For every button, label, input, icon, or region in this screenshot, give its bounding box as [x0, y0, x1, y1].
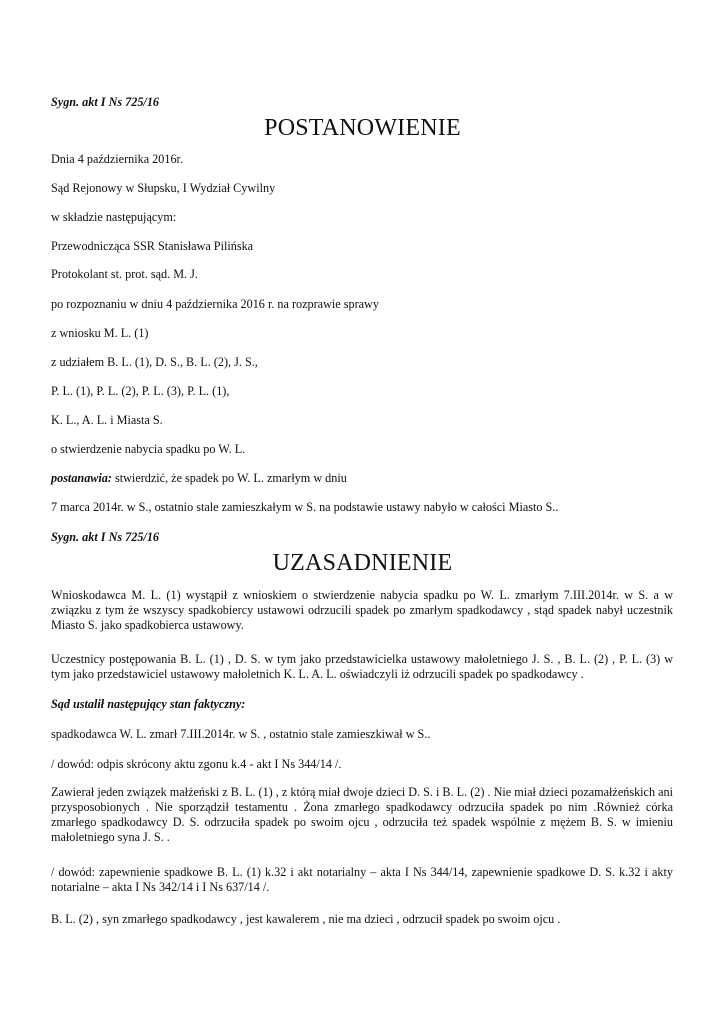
ruling-label: postanawia:: [51, 471, 112, 485]
evidence-paragraph-2: / dowód: zapewnienie spadkowe B. L. (1) k.32 i akt notarialny – akta I Ns 344/14, zapewnienie spadkowe D. S. k.32 i akty notarialne – akta I Ns 342/14 i I Ns 637/14 /.: [51, 865, 673, 894]
justification-paragraph-5: Zawierał jeden związek małżeński z B. L. (1) , z którą miał dwoje dzieci D. S. i B. L. (2) . Nie miał dzieci pozamałżeńskich ani przysposobionych . Nie sporządził testamentu . Żona zmarłego spadkodawcy odrzuciła spadek po nim .Również córka zmarłego spadkodawcy D. S. odrzuciła spadek po swoim ojcu , odrzuciła też spadek wspólnie z mężem B. S. w imieniu małoletniego syna J. S. .: [51, 785, 673, 844]
evidence-paragraph-1: / dowód: odpis skrócony aktu zgonu k.4 - akt I Ns 344/14 /.: [51, 757, 342, 771]
court-clerk-line: Protokolant st. prot. sąd. M. J.: [51, 267, 198, 281]
participants-line-2: P. L. (1), P. L. (2), P. L. (3), P. L. (1),: [51, 384, 230, 398]
hearing-line: po rozpoznaniu w dniu 4 października 2016 r. na rozprawie sprawy: [51, 297, 379, 311]
justification-paragraph-1: Wnioskodawca M. L. (1) wystąpił z wnioskiem o stwierdzenie nabycia spadku po W. L. zmarłym 7.III.2014r. w S. a w związku z tym że wszyscy spadkobiercy ustawowi odrzucili spadek po zmarłym spadkodawcy , stąd spadek nabył uczestnik Miasto S. jako spadkobierca ustawowy.: [51, 588, 673, 632]
title-postanowienie: POSTANOWIENIE: [264, 115, 461, 141]
facts-heading: Sąd ustalił następujący stan faktyczny:: [51, 697, 246, 711]
court-line: Sąd Rejonowy w Słupsku, I Wydział Cywilny: [51, 181, 276, 195]
title-uzasadnienie: UZASADNIENIE: [272, 550, 453, 576]
ruling-text: stwierdzić, że spadek po W. L. zmarłym w dniu: [111, 471, 347, 485]
ruling-line: [51, 471, 347, 486]
justification-paragraph-3: spadkodawca W. L. zmarł 7.III.2014r. w S. , ostatnio stale zamieszkiwał w S..: [51, 727, 431, 741]
justification-paragraph-7: B. L. (2) , syn zmarłego spadkodawcy , jest kawalerem , nie ma dzieci , odrzucił spadek po swoim ojcu .: [51, 912, 561, 926]
applicant-line: z wniosku M. L. (1): [51, 326, 149, 340]
justification-paragraph-2: Uczestnicy postępowania B. L. (1) , D. S. w tym jako przedstawicielka ustawowy małoletniego J. S. , B. L. (2) , P. L. (3) w tym jako przedstawiciel ustawowy małoletnich K. L. A. L. oświadczyli iż odrzucili spadek po spadkodawcy .: [51, 652, 673, 681]
composition-line: w składzie następującym:: [51, 210, 177, 224]
subject-line: o stwierdzenie nabycia spadku po W. L.: [51, 442, 246, 456]
participants-line-1: z udziałem B. L. (1), D. S., B. L. (2), J. S.,: [51, 355, 258, 369]
ruling-continuation: 7 marca 2014r. w S., ostatnio stale zamieszkałym w S. na podstawie ustawy nabyło w całości Miasto S..: [51, 500, 559, 514]
date-line: Dnia 4 października 2016r.: [51, 152, 183, 166]
case-signature-top: Sygn. akt I Ns 725/16: [51, 95, 160, 109]
presiding-judge-line: Przewodnicząca SSR Stanisława Pilińska: [51, 239, 254, 253]
participants-line-3: K. L., A. L. i Miasta S.: [51, 413, 163, 427]
case-signature-bottom: Sygn. akt I Ns 725/16: [51, 530, 160, 544]
